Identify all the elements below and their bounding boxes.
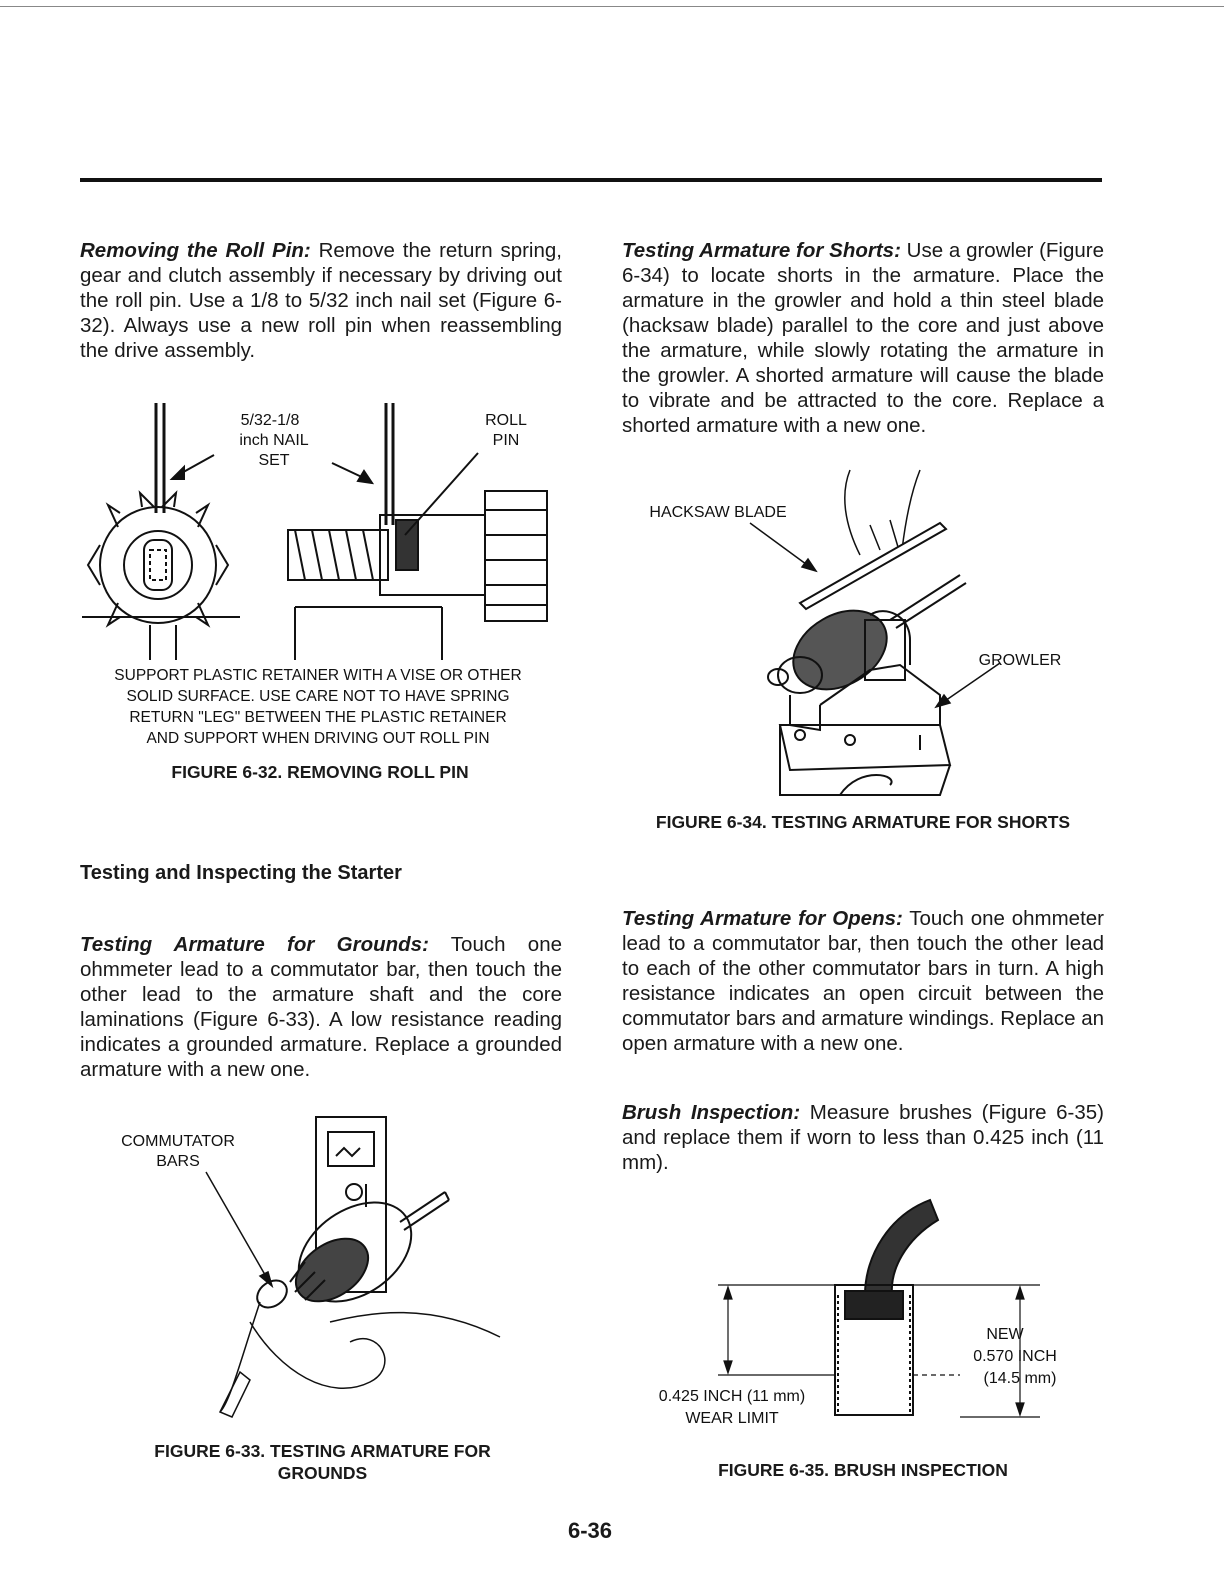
opens-text: Touch one ohmmeter lead to a commutator bar, then touch the other lead to each of the other commutator bars in turn. A high resistance indicates an open circuit between the commutator bars and armature windings. Replace an open armature with a new one. <box>622 907 1105 1055</box>
label-new-mm: (14.5 mm) <box>983 1370 1057 1387</box>
grounds-lead: Testing Armature for Grounds: <box>80 933 429 956</box>
figure-6-33-caption-line-2: GROUNDS <box>277 1463 368 1483</box>
opens-lead: Testing Armature for Opens: <box>622 907 903 930</box>
brush-lead: Brush Inspection: <box>622 1101 801 1124</box>
nail-set-right-drawing <box>386 403 393 525</box>
label-new: NEW <box>986 1326 1024 1343</box>
label-nail-set-1: 5/32-1/8 <box>240 412 300 429</box>
shorts-text: Use a growler (Figure 6-34) to locate shorts in the armature. Place the armature in the growler and hold a thin steel blade (hacksaw blade) parallel to the core and just above the armature, while slowly rotating the armature in the growler. A shorted armature will cause the blade to vibrate and be attracted to the core. Replace a shorted armature with a new one. <box>622 239 1104 437</box>
fig32-note-4: AND SUPPORT WHEN DRIVING OUT ROLL PIN <box>146 730 490 747</box>
figure-6-34-illustration <box>640 465 1100 805</box>
top-edge-line <box>0 6 1224 7</box>
nail-set-left-drawing <box>156 403 164 513</box>
armature-core-drawing <box>768 575 966 705</box>
brush-paragraph <box>622 1100 1104 1175</box>
label-nail-set-3: SET <box>258 452 290 469</box>
drive-gear-drawing <box>82 493 240 660</box>
figure-6-35-caption: FIGURE 6-35. BRUSH INSPECTION <box>718 1460 1008 1480</box>
label-wear-inch: 0.425 INCH (11 mm) <box>658 1388 806 1405</box>
label-new-inch: 0.570 INCH <box>973 1348 1057 1365</box>
figure-6-32-caption: FIGURE 6-32. REMOVING ROLL PIN <box>171 762 469 782</box>
roll-pin-paragraph <box>80 238 562 363</box>
hacksaw-blade-drawing <box>800 523 946 609</box>
test-leads-drawing <box>220 1302 500 1417</box>
label-bars: BARS <box>156 1153 200 1170</box>
section-heading: Testing and Inspecting the Starter <box>80 862 402 884</box>
opens-paragraph <box>622 906 1104 1056</box>
shorts-paragraph <box>622 238 1104 438</box>
figure-6-34-caption: FIGURE 6-34. TESTING ARMATURE FOR SHORTS <box>655 812 1071 832</box>
brush-lead-wire-drawing <box>865 1200 938 1295</box>
grounds-text: Touch one ohmmeter lead to a commutator bar, then touch the other lead to the armature shaft and the core laminations (Figure 6-33). A low resistance reading indicates a grounded armature. Replace a grounded armature with a new one. <box>80 933 562 1081</box>
figure-6-33-illustration <box>100 1112 520 1432</box>
drive-assembly-drawing <box>288 491 547 660</box>
figure-6-33-caption <box>100 1440 545 1484</box>
roll-pin-text: Remove the return spring, gear and clutch assembly if necessary by driving out the roll pin. Use a 1/8 to 5/32 inch nail set (Figure 6-32). Always use a new roll pin when reassembling the drive assembly. <box>80 239 562 362</box>
armature-drawing <box>252 1182 449 1322</box>
fig32-note-2: SOLID SURFACE. USE CARE NOT TO HAVE SPRING <box>126 688 510 705</box>
fig32-note-3: RETURN "LEG" BETWEEN THE PLASTIC RETAINER <box>129 709 507 726</box>
label-roll-pin-1: ROLL <box>485 412 527 429</box>
label-growler: GROWLER <box>978 652 1062 669</box>
label-roll-pin-2: PIN <box>492 432 520 449</box>
grounds-paragraph <box>80 932 562 1082</box>
shorts-lead: Testing Armature for Shorts: <box>622 239 901 262</box>
brush-text: Measure brushes (Figure 6-35) and replace them if worn to less than 0.425 inch (11 mm). <box>622 1101 1104 1174</box>
label-nail-set-2: inch NAIL <box>239 432 309 449</box>
brush-drawing <box>835 1285 913 1415</box>
figure-6-35-illustration <box>640 1195 1080 1435</box>
label-wear-limit: WEAR LIMIT <box>685 1410 779 1427</box>
fig32-note-1: SUPPORT PLASTIC RETAINER WITH A VISE OR OTHER <box>114 667 522 684</box>
figure-6-32-illustration <box>80 395 560 755</box>
roll-pin-lead: Removing the Roll Pin: <box>80 239 311 262</box>
page-number: 6-36 <box>567 1518 613 1543</box>
label-commutator: COMMUTATOR <box>121 1133 235 1150</box>
label-hacksaw-blade: HACKSAW BLADE <box>649 504 787 521</box>
figure-6-33-caption-line-1: FIGURE 6-33. TESTING ARMATURE FOR <box>154 1441 491 1461</box>
header-rule <box>80 178 1102 182</box>
